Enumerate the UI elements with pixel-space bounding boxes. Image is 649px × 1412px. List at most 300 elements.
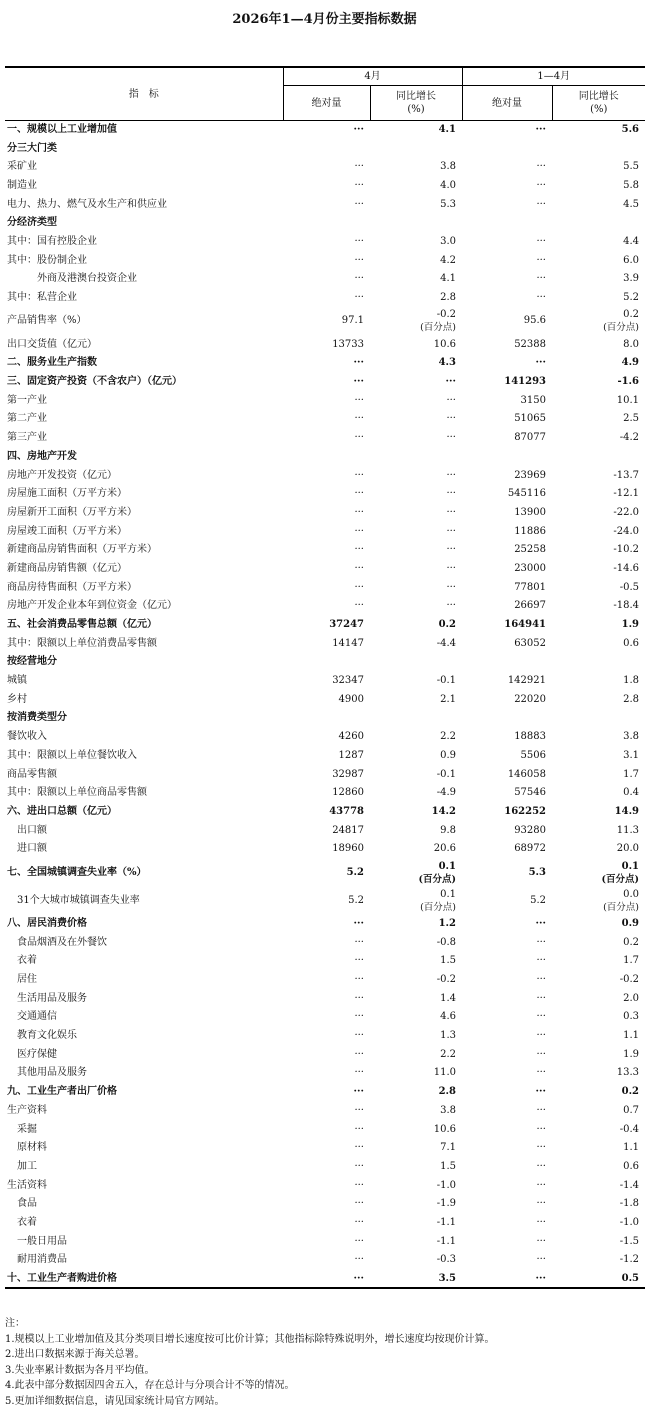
cell-cumulative-absolute: ··· bbox=[535, 357, 546, 369]
notes-heading: 注： bbox=[5, 1318, 25, 1329]
row-label: 乡村 bbox=[7, 693, 27, 705]
cell-month-absolute: 32347 bbox=[332, 675, 364, 687]
row-label: 第三产业 bbox=[7, 432, 47, 444]
cell-month-yoy: ··· bbox=[446, 562, 456, 574]
table-row bbox=[5, 989, 645, 1008]
cell-month-yoy: 14.2 bbox=[431, 805, 456, 817]
cell-cumulative-absolute: 26697 bbox=[514, 600, 546, 612]
row-label: 分经济类型 bbox=[7, 217, 57, 229]
cell-month-absolute bbox=[283, 653, 370, 672]
cell-cumulative-absolute: 164941 bbox=[504, 619, 546, 631]
row-label: 加工 bbox=[17, 1160, 37, 1172]
cell-cumulative-yoy: 2.0 bbox=[623, 992, 640, 1004]
cell-cumulative-absolute: 146058 bbox=[507, 768, 546, 780]
cell-cumulative-absolute: 25258 bbox=[514, 544, 546, 556]
row-label: 出口交货值（亿元） bbox=[7, 338, 97, 350]
table-row bbox=[5, 1027, 645, 1046]
cell-cumulative-absolute: ··· bbox=[536, 235, 546, 247]
cell-month-absolute: ··· bbox=[354, 936, 364, 948]
cell-month-absolute: ··· bbox=[354, 1198, 364, 1210]
cell-month-yoy: 4.0 bbox=[440, 179, 456, 191]
cell-cumulative-absolute: 57546 bbox=[514, 787, 546, 799]
cell-month-absolute: ··· bbox=[354, 1104, 364, 1116]
row-label: 耐用消费品 bbox=[17, 1254, 67, 1266]
cell-value: 0.1 bbox=[621, 860, 640, 872]
table-row bbox=[5, 915, 645, 934]
cell-cumulative-absolute: ··· bbox=[536, 1142, 546, 1154]
row-label: 房屋新开工面积（万平方米） bbox=[7, 506, 137, 518]
cell-month-yoy: 4.6 bbox=[440, 1011, 456, 1023]
cell-cumulative-absolute: 5506 bbox=[520, 749, 546, 761]
cell-cumulative-absolute: ··· bbox=[536, 1123, 546, 1135]
row-label: 其中：国有控股企业 bbox=[7, 235, 97, 247]
cell-cumulative-absolute: ··· bbox=[536, 198, 546, 210]
cell-month-yoy: 4.1 bbox=[440, 273, 456, 285]
cell-month-absolute: ··· bbox=[354, 235, 364, 247]
cell-month-absolute: 14147 bbox=[332, 637, 364, 649]
cell-cumulative-absolute: ··· bbox=[535, 1086, 546, 1098]
cell-value: 0.0 bbox=[623, 888, 640, 900]
row-label: 新建商品房销售面积（万平方米） bbox=[7, 544, 157, 556]
cell-cumulative-absolute: 63052 bbox=[514, 637, 546, 649]
cell-cumulative-absolute: ··· bbox=[535, 124, 546, 136]
header-yoy-label: 同比增长 bbox=[396, 91, 436, 102]
cell-month-absolute: 13733 bbox=[332, 338, 364, 350]
cell-cumulative-absolute: ··· bbox=[536, 179, 546, 191]
cell-month-absolute: ··· bbox=[354, 1030, 364, 1042]
row-label: 房地产开发投资（亿元） bbox=[7, 469, 117, 481]
cell-cumulative-absolute: 23969 bbox=[514, 469, 546, 481]
cell-month-yoy: -0.1 bbox=[436, 675, 456, 687]
cell-month-absolute: ··· bbox=[354, 1160, 364, 1172]
cell-month-absolute: ··· bbox=[354, 506, 364, 518]
cell-cumulative-absolute bbox=[462, 214, 552, 233]
table-row bbox=[5, 410, 645, 429]
cell-cumulative-absolute bbox=[462, 709, 552, 728]
cell-month-yoy: 10.6 bbox=[433, 338, 456, 350]
table-row bbox=[5, 373, 645, 392]
cell-month-absolute: ··· bbox=[354, 254, 364, 266]
row-label: 电力、热力、燃气及水生产和供应业 bbox=[7, 198, 167, 210]
cell-cumulative-absolute: ··· bbox=[536, 1216, 546, 1228]
table-row bbox=[5, 195, 645, 214]
row-label: 二、服务业生产指数 bbox=[7, 357, 97, 369]
table-row bbox=[5, 1251, 645, 1270]
table-row bbox=[5, 1232, 645, 1251]
row-label: 外商及港澳台投资企业 bbox=[37, 273, 137, 285]
header-period-month: 4月 bbox=[283, 67, 462, 86]
cell-cumulative-absolute: ··· bbox=[536, 292, 546, 304]
table-row bbox=[5, 1158, 645, 1177]
cell-month-yoy: 20.6 bbox=[433, 843, 456, 855]
cell-month-absolute: ··· bbox=[354, 1011, 364, 1023]
cell-cumulative-yoy: -4.2 bbox=[619, 432, 640, 444]
row-label: 产品销售率（%） bbox=[7, 315, 87, 327]
cell-cumulative-yoy: -13.7 bbox=[613, 469, 640, 481]
cell-cumulative-yoy: -1.5 bbox=[619, 1235, 640, 1247]
cell-cumulative-absolute bbox=[462, 139, 552, 158]
cell-month-absolute: ··· bbox=[283, 1270, 370, 1289]
cell-cumulative-absolute: ··· bbox=[536, 1160, 546, 1172]
row-label: 其他用品及服务 bbox=[17, 1067, 87, 1079]
table-row bbox=[5, 784, 645, 803]
header-yoy-cumulative bbox=[552, 86, 645, 121]
cell-month-yoy: ··· bbox=[446, 432, 456, 444]
unit-note: (百分点) bbox=[603, 322, 640, 334]
table-row bbox=[5, 1083, 645, 1102]
row-label: 三、固定资产投资（不含农户）（亿元） bbox=[7, 376, 182, 388]
note-line: 3.失业率累计数据为各月平均值。 bbox=[5, 1364, 155, 1376]
cell-month-absolute: ··· bbox=[354, 1123, 364, 1135]
table-row bbox=[5, 821, 645, 840]
cell-cumulative-absolute: 93280 bbox=[514, 824, 546, 836]
cell-cumulative-yoy: 13.3 bbox=[616, 1067, 640, 1079]
cell-month-yoy: 1.4 bbox=[440, 992, 456, 1004]
cell-month-yoy: 0.2 bbox=[438, 619, 456, 631]
unit-note: (百分点) bbox=[420, 901, 456, 913]
table-row bbox=[5, 429, 645, 448]
cell-month-absolute: 4900 bbox=[338, 693, 364, 705]
cell-cumulative-yoy bbox=[552, 887, 645, 915]
cell-cumulative-absolute: 142921 bbox=[507, 675, 546, 687]
table-row bbox=[5, 653, 645, 672]
cell-month-yoy: -1.1 bbox=[436, 1235, 456, 1247]
header-abs-month: 绝对量 bbox=[283, 86, 370, 121]
cell-month-absolute: ··· bbox=[354, 469, 364, 481]
cell-month-absolute: ··· bbox=[354, 161, 364, 173]
cell-cumulative-yoy: 10.1 bbox=[616, 394, 640, 406]
cell-month-yoy: -4.9 bbox=[436, 787, 456, 799]
cell-cumulative-absolute: ··· bbox=[462, 1270, 552, 1289]
row-label: 房屋施工面积（万平方米） bbox=[7, 488, 127, 500]
table-row bbox=[5, 634, 645, 653]
cell-cumulative-yoy: 0.6 bbox=[623, 637, 640, 649]
cell-month-absolute bbox=[283, 139, 370, 158]
indicator-table bbox=[5, 66, 645, 1289]
cell-cumulative-absolute: ··· bbox=[536, 1235, 546, 1247]
cell-month-absolute: 32987 bbox=[332, 768, 364, 780]
cell-month-absolute bbox=[283, 214, 370, 233]
cell-cumulative-absolute bbox=[462, 448, 552, 467]
cell-month-yoy: 2.8 bbox=[438, 1086, 456, 1098]
cell-cumulative-absolute: ··· bbox=[536, 1104, 546, 1116]
cell-month-yoy: -1.0 bbox=[436, 1179, 456, 1191]
cell-month-yoy: 2.2 bbox=[440, 731, 456, 743]
cell-month-yoy: ··· bbox=[446, 469, 456, 481]
cell-value: 0.1 bbox=[438, 860, 456, 872]
cell-cumulative-yoy: 2.5 bbox=[623, 413, 640, 425]
row-label: 采掘 bbox=[17, 1123, 37, 1135]
cell-cumulative-yoy: 5.6 bbox=[621, 124, 640, 136]
cell-cumulative-absolute: ··· bbox=[536, 1048, 546, 1060]
cell-month-yoy: 3.5 bbox=[370, 1270, 462, 1289]
row-label: 教育文化娱乐 bbox=[17, 1030, 77, 1042]
row-label: 商品房待售面积（万平方米） bbox=[7, 581, 137, 593]
cell-cumulative-yoy bbox=[552, 448, 645, 467]
cell-month-yoy: ··· bbox=[446, 506, 456, 518]
cell-cumulative-yoy: 20.0 bbox=[616, 843, 640, 855]
cell-cumulative-absolute: 5.3 bbox=[528, 866, 546, 878]
cell-month-yoy: 1.2 bbox=[438, 917, 456, 929]
header-abs-cumulative: 绝对量 bbox=[462, 86, 552, 121]
cell-month-absolute: ··· bbox=[354, 600, 364, 612]
cell-cumulative-absolute: 77801 bbox=[514, 581, 546, 593]
table-row bbox=[5, 560, 645, 579]
cell-cumulative-absolute: 11886 bbox=[514, 525, 546, 537]
table-row bbox=[5, 504, 645, 523]
cell-cumulative-absolute: 18883 bbox=[514, 731, 546, 743]
cell-cumulative-yoy: -0.4 bbox=[619, 1123, 640, 1135]
cell-cumulative-absolute: 162252 bbox=[504, 805, 546, 817]
cell-cumulative-yoy: -14.6 bbox=[613, 562, 640, 574]
cell-month-yoy bbox=[370, 887, 462, 915]
cell-month-absolute bbox=[283, 448, 370, 467]
cell-month-yoy bbox=[370, 859, 462, 887]
table-row bbox=[5, 1270, 645, 1289]
cell-cumulative-absolute: 51065 bbox=[514, 413, 546, 425]
cell-cumulative-yoy: 6.0 bbox=[623, 254, 640, 266]
row-label: 新建商品房销售额（亿元） bbox=[7, 562, 127, 574]
table-row bbox=[5, 578, 645, 597]
cell-cumulative-yoy: -0.2 bbox=[619, 974, 640, 986]
table-row bbox=[5, 803, 645, 822]
row-label: 食品烟酒及在外餐饮 bbox=[17, 936, 107, 948]
cell-month-yoy: 4.3 bbox=[438, 357, 456, 369]
cell-cumulative-yoy bbox=[552, 307, 645, 335]
cell-month-absolute: ··· bbox=[354, 198, 364, 210]
table-row bbox=[5, 765, 645, 784]
page-title: 2026年1—4月份主要指标数据 bbox=[232, 12, 417, 27]
header-pct-label: (%) bbox=[407, 104, 425, 115]
row-label: 八、居民消费价格 bbox=[7, 917, 87, 929]
unit-note: (百分点) bbox=[418, 873, 456, 885]
table-row bbox=[5, 541, 645, 560]
cell-month-yoy: ··· bbox=[446, 394, 456, 406]
cell-cumulative-yoy: 1.7 bbox=[623, 955, 640, 967]
cell-month-yoy bbox=[370, 448, 462, 467]
cell-cumulative-absolute: ··· bbox=[536, 974, 546, 986]
row-label: 交通通信 bbox=[17, 1011, 57, 1023]
table-row bbox=[5, 177, 645, 196]
cell-month-yoy: ··· bbox=[446, 488, 456, 500]
row-label: 食品 bbox=[17, 1198, 37, 1210]
cell-cumulative-absolute: 95.6 bbox=[523, 315, 546, 327]
cell-month-yoy: ··· bbox=[446, 581, 456, 593]
row-label: 其中：限额以上单位消费品零售额 bbox=[7, 637, 157, 649]
unit-note: (百分点) bbox=[603, 901, 640, 913]
cell-month-absolute: ··· bbox=[354, 394, 364, 406]
cell-cumulative-absolute: 23000 bbox=[514, 562, 546, 574]
cell-cumulative-absolute: ··· bbox=[536, 1011, 546, 1023]
cell-month-yoy: -0.3 bbox=[436, 1254, 456, 1266]
cell-cumulative-absolute: ··· bbox=[536, 1179, 546, 1191]
cell-month-absolute: 5.2 bbox=[346, 866, 364, 878]
cell-cumulative-yoy: 2.8 bbox=[623, 693, 640, 705]
cell-month-absolute: 18960 bbox=[332, 843, 364, 855]
unit-note: (百分点) bbox=[601, 873, 640, 885]
cell-cumulative-yoy: 4.5 bbox=[623, 198, 640, 210]
cell-cumulative-yoy: 5.2 bbox=[623, 292, 640, 304]
row-label: 其中：限额以上单位商品零售额 bbox=[7, 787, 147, 799]
table-row bbox=[5, 709, 645, 728]
cell-month-absolute: 24817 bbox=[332, 824, 364, 836]
cell-month-absolute: ··· bbox=[354, 413, 364, 425]
row-label: 原材料 bbox=[17, 1142, 47, 1154]
table-row bbox=[5, 597, 645, 616]
table-row bbox=[5, 251, 645, 270]
cell-month-absolute: ··· bbox=[354, 292, 364, 304]
row-label: 第二产业 bbox=[7, 413, 47, 425]
row-label: 城镇 bbox=[7, 675, 27, 687]
cell-cumulative-absolute: ··· bbox=[536, 992, 546, 1004]
table-row bbox=[5, 139, 645, 158]
cell-cumulative-absolute: 5.2 bbox=[530, 894, 546, 906]
cell-month-yoy: -1.9 bbox=[436, 1198, 456, 1210]
cell-month-absolute: ··· bbox=[354, 955, 364, 967]
cell-month-absolute: ··· bbox=[354, 1216, 364, 1228]
cell-month-yoy: -0.2 bbox=[436, 974, 456, 986]
cell-cumulative-absolute: ··· bbox=[536, 936, 546, 948]
table-row bbox=[5, 121, 645, 140]
cell-month-absolute: ··· bbox=[354, 992, 364, 1004]
cell-month-absolute: ··· bbox=[354, 562, 364, 574]
table-row bbox=[5, 335, 645, 354]
cell-cumulative-yoy: 11.3 bbox=[616, 824, 640, 836]
cell-cumulative-absolute: ··· bbox=[535, 917, 546, 929]
header-yoy-month bbox=[370, 86, 462, 121]
cell-month-yoy: ··· bbox=[446, 525, 456, 537]
cell-cumulative-yoy: 5.5 bbox=[623, 161, 640, 173]
table-row bbox=[5, 158, 645, 177]
cell-month-yoy: -0.1 bbox=[436, 768, 456, 780]
row-label: 其中：限额以上单位餐饮收入 bbox=[7, 749, 137, 761]
table-row bbox=[5, 448, 645, 467]
table-row bbox=[5, 1102, 645, 1121]
cell-cumulative-yoy: -1.2 bbox=[619, 1254, 640, 1266]
table-row bbox=[5, 933, 645, 952]
cell-cumulative-yoy bbox=[552, 214, 645, 233]
header-period-cumulative: 1—4月 bbox=[462, 67, 645, 86]
cell-cumulative-yoy: 0.7 bbox=[623, 1104, 640, 1116]
table-row bbox=[5, 354, 645, 373]
row-label: 衣着 bbox=[17, 955, 37, 967]
row-label: 生活用品及服务 bbox=[17, 992, 87, 1004]
cell-cumulative-yoy: 14.9 bbox=[614, 805, 640, 817]
cell-cumulative-yoy: 4.4 bbox=[623, 235, 640, 247]
cell-month-yoy: 3.8 bbox=[440, 161, 456, 173]
table-row bbox=[5, 214, 645, 233]
table-row bbox=[5, 233, 645, 252]
cell-cumulative-yoy: -1.4 bbox=[619, 1179, 640, 1191]
cell-month-absolute: ··· bbox=[354, 544, 364, 556]
cell-value: -0.2 bbox=[436, 309, 456, 321]
row-label: 按消费类型分 bbox=[7, 712, 67, 724]
table-row bbox=[5, 307, 645, 335]
cell-value: 0.2 bbox=[623, 309, 640, 321]
header-indicator: 指 标 bbox=[5, 67, 283, 121]
table-row bbox=[5, 859, 645, 887]
cell-month-yoy: 10.6 bbox=[433, 1123, 456, 1135]
cell-cumulative-yoy: -10.2 bbox=[613, 544, 640, 556]
table-row bbox=[5, 270, 645, 289]
cell-month-yoy: 4.1 bbox=[438, 124, 456, 136]
row-label: 居住 bbox=[17, 974, 37, 986]
cell-month-absolute: 43778 bbox=[329, 805, 364, 817]
table-row bbox=[5, 1045, 645, 1064]
cell-cumulative-yoy: -0.5 bbox=[619, 581, 640, 593]
row-label: 医疗保健 bbox=[17, 1048, 57, 1060]
row-label: 其中：股份制企业 bbox=[7, 254, 87, 266]
cell-cumulative-yoy: 1.9 bbox=[623, 1048, 640, 1060]
cell-month-absolute: ··· bbox=[354, 1048, 364, 1060]
table-row bbox=[5, 466, 645, 485]
cell-month-absolute bbox=[283, 709, 370, 728]
cell-month-yoy: 3.8 bbox=[440, 1104, 456, 1116]
cell-month-absolute: ··· bbox=[353, 376, 364, 388]
cell-cumulative-yoy bbox=[552, 139, 645, 158]
cell-cumulative-absolute: 545116 bbox=[507, 488, 546, 500]
row-label: 十、工业生产者购进价格 bbox=[5, 1270, 283, 1289]
cell-month-absolute: ··· bbox=[354, 974, 364, 986]
cell-cumulative-absolute: 141293 bbox=[504, 376, 546, 388]
table-row bbox=[5, 1139, 645, 1158]
cell-cumulative-absolute: ··· bbox=[536, 955, 546, 967]
cell-cumulative-yoy: -12.1 bbox=[613, 488, 640, 500]
cell-cumulative-yoy: 1.9 bbox=[621, 619, 640, 631]
cell-cumulative-absolute: ··· bbox=[536, 1254, 546, 1266]
cell-month-absolute: ··· bbox=[354, 1254, 364, 1266]
cell-cumulative-yoy: 1.7 bbox=[623, 768, 640, 780]
cell-cumulative-absolute: ··· bbox=[536, 1198, 546, 1210]
table-row bbox=[5, 747, 645, 766]
cell-month-absolute: ··· bbox=[354, 273, 364, 285]
cell-month-yoy: 2.1 bbox=[440, 693, 456, 705]
note-line: 1.规模以上工业增加值及其分类项目增长速度按可比价计算；其他指标除特殊说明外，增长速度均按现价计算。 bbox=[5, 1333, 495, 1345]
row-label: 进口额 bbox=[17, 843, 47, 855]
cell-cumulative-yoy: -22.0 bbox=[613, 506, 640, 518]
table-row bbox=[5, 1064, 645, 1083]
cell-cumulative-absolute: 3150 bbox=[520, 394, 546, 406]
cell-month-absolute: ··· bbox=[354, 488, 364, 500]
cell-month-absolute: ··· bbox=[354, 525, 364, 537]
cell-cumulative-yoy: 0.9 bbox=[621, 917, 640, 929]
cell-cumulative-absolute: 87077 bbox=[514, 432, 546, 444]
cell-value: 0.1 bbox=[440, 888, 456, 900]
cell-month-yoy: 4.2 bbox=[440, 254, 456, 266]
cell-cumulative-yoy: 8.0 bbox=[623, 338, 640, 350]
table-row bbox=[5, 1214, 645, 1233]
cell-month-yoy: 5.3 bbox=[440, 198, 456, 210]
cell-cumulative-absolute: ··· bbox=[536, 1030, 546, 1042]
row-label: 商品零售额 bbox=[7, 768, 57, 780]
cell-cumulative-yoy: 1.1 bbox=[623, 1142, 640, 1154]
cell-month-absolute: 12860 bbox=[332, 787, 364, 799]
header-pct-label: (%) bbox=[590, 104, 608, 115]
cell-cumulative-absolute: 68972 bbox=[514, 843, 546, 855]
cell-month-absolute: ··· bbox=[353, 357, 364, 369]
cell-cumulative-yoy: 0.3 bbox=[623, 1011, 640, 1023]
row-label: 四、房地产开发 bbox=[7, 450, 77, 462]
row-label: 九、工业生产者出厂价格 bbox=[7, 1086, 117, 1098]
cell-month-yoy: 1.5 bbox=[440, 1160, 456, 1172]
row-label: 生产资料 bbox=[7, 1104, 47, 1116]
row-label: 采矿业 bbox=[7, 161, 37, 173]
cell-month-yoy: 9.8 bbox=[440, 824, 456, 836]
cell-month-yoy bbox=[370, 214, 462, 233]
cell-cumulative-yoy: 1.1 bbox=[623, 1030, 640, 1042]
unit-note: (百分点) bbox=[420, 322, 456, 334]
cell-month-yoy bbox=[370, 653, 462, 672]
